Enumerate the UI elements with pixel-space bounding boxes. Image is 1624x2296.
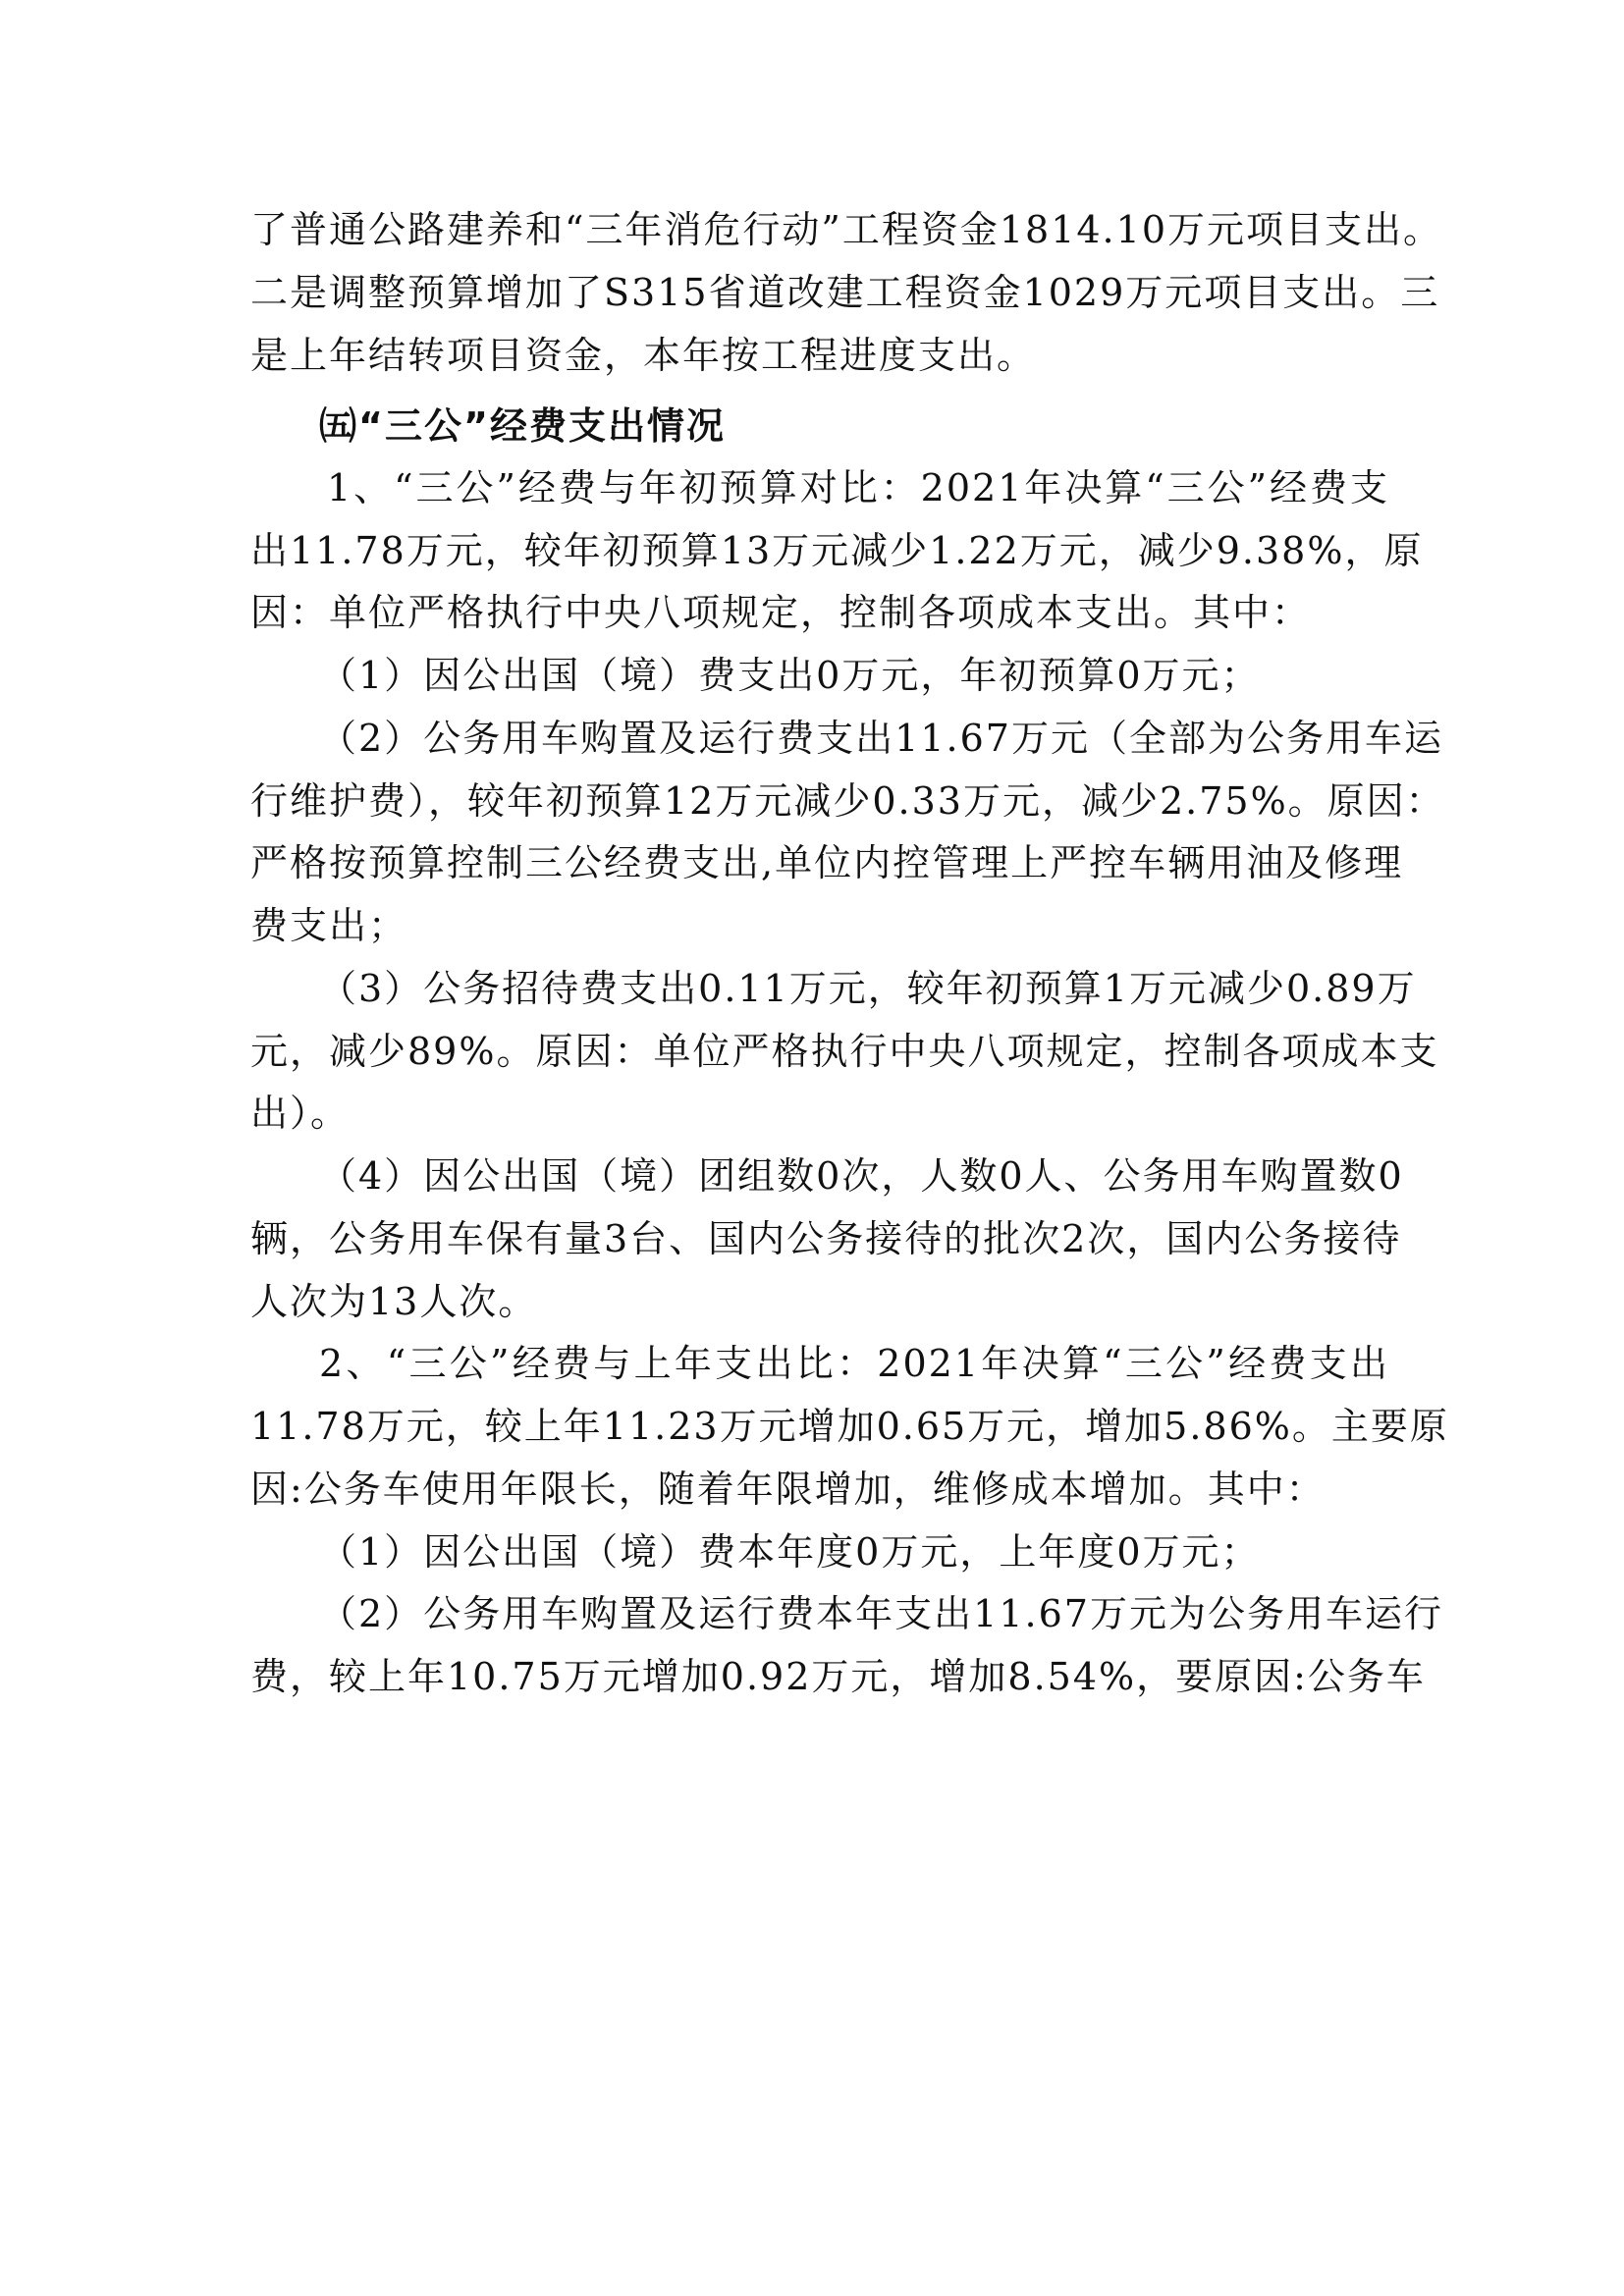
text-line: 1、“三公”经费与年初预算对比：2021年决算“三公”经费支 [327, 466, 1389, 509]
text-line: （3）公务招待费支出0.11万元，较年初预算1万元减少0.89万 [319, 967, 1417, 1010]
text-line: 了普通公路建养和“三年消危行动”工程资金1814.10万元项目支出。 [250, 208, 1442, 251]
text-line: 11.78万元，较上年11.23万元增加0.65万元，增加5.86%。主要原 [250, 1405, 1449, 1448]
text-line: 元，减少89%。原因：单位严格执行中央八项规定，控制各项成本支 [250, 1030, 1439, 1073]
text-line: 费支出； [250, 904, 408, 947]
text-line: 辆，公务用车保有量3台、国内公务接待的批次2次，国内公务接待 [250, 1217, 1402, 1260]
text-line: 2、“三公”经费与上年支出比：2021年决算“三公”经费支出 [319, 1342, 1389, 1385]
section-heading: ㈤“三公”经费支出情况 [319, 404, 726, 448]
text-line: 因：单位严格执行中央八项规定，控制各项成本支出。其中： [250, 591, 1312, 634]
text-line: （1）因公出国（境）费本年度0万元，上年度0万元； [319, 1530, 1261, 1574]
text-line: 出）。 [250, 1092, 351, 1135]
text-line: 费，较上年10.75万元增加0.92万元，增加8.54%，要原因:公务车 [250, 1655, 1426, 1698]
text-line: （4）因公出国（境）团组数0次，人数0人、公务用车购置数0 [319, 1154, 1404, 1198]
text-line: 严格按预算控制三公经费支出,单位内控管理上严控车辆用油及修理 [250, 841, 1404, 884]
text-line: 是上年结转项目资金，本年按工程进度支出。 [250, 334, 1037, 377]
text-line: 行维护费），较年初预算12万元减少0.33万元，减少2.75%。原因： [250, 779, 1445, 823]
text-line: 人次为13人次。 [250, 1280, 538, 1323]
text-line: （1）因公出国（境）费支出0万元，年初预算0万元； [319, 654, 1261, 697]
text-line: （2）公务用车购置及运行费本年支出11.67万元为公务用车运行 [319, 1592, 1443, 1635]
text-line: 二是调整预算增加了S315省道改建工程资金1029万元项目支出。三 [250, 271, 1440, 314]
text-line: 因:公务车使用年限长，随着年限增加，维修成本增加。其中： [250, 1468, 1326, 1511]
text-line: 出11.78万元，较年初预算13万元减少1.22万元，减少9.38%，原 [250, 529, 1424, 572]
text-line: （2）公务用车购置及运行费支出11.67万元（全部为公务用车运 [319, 717, 1443, 760]
